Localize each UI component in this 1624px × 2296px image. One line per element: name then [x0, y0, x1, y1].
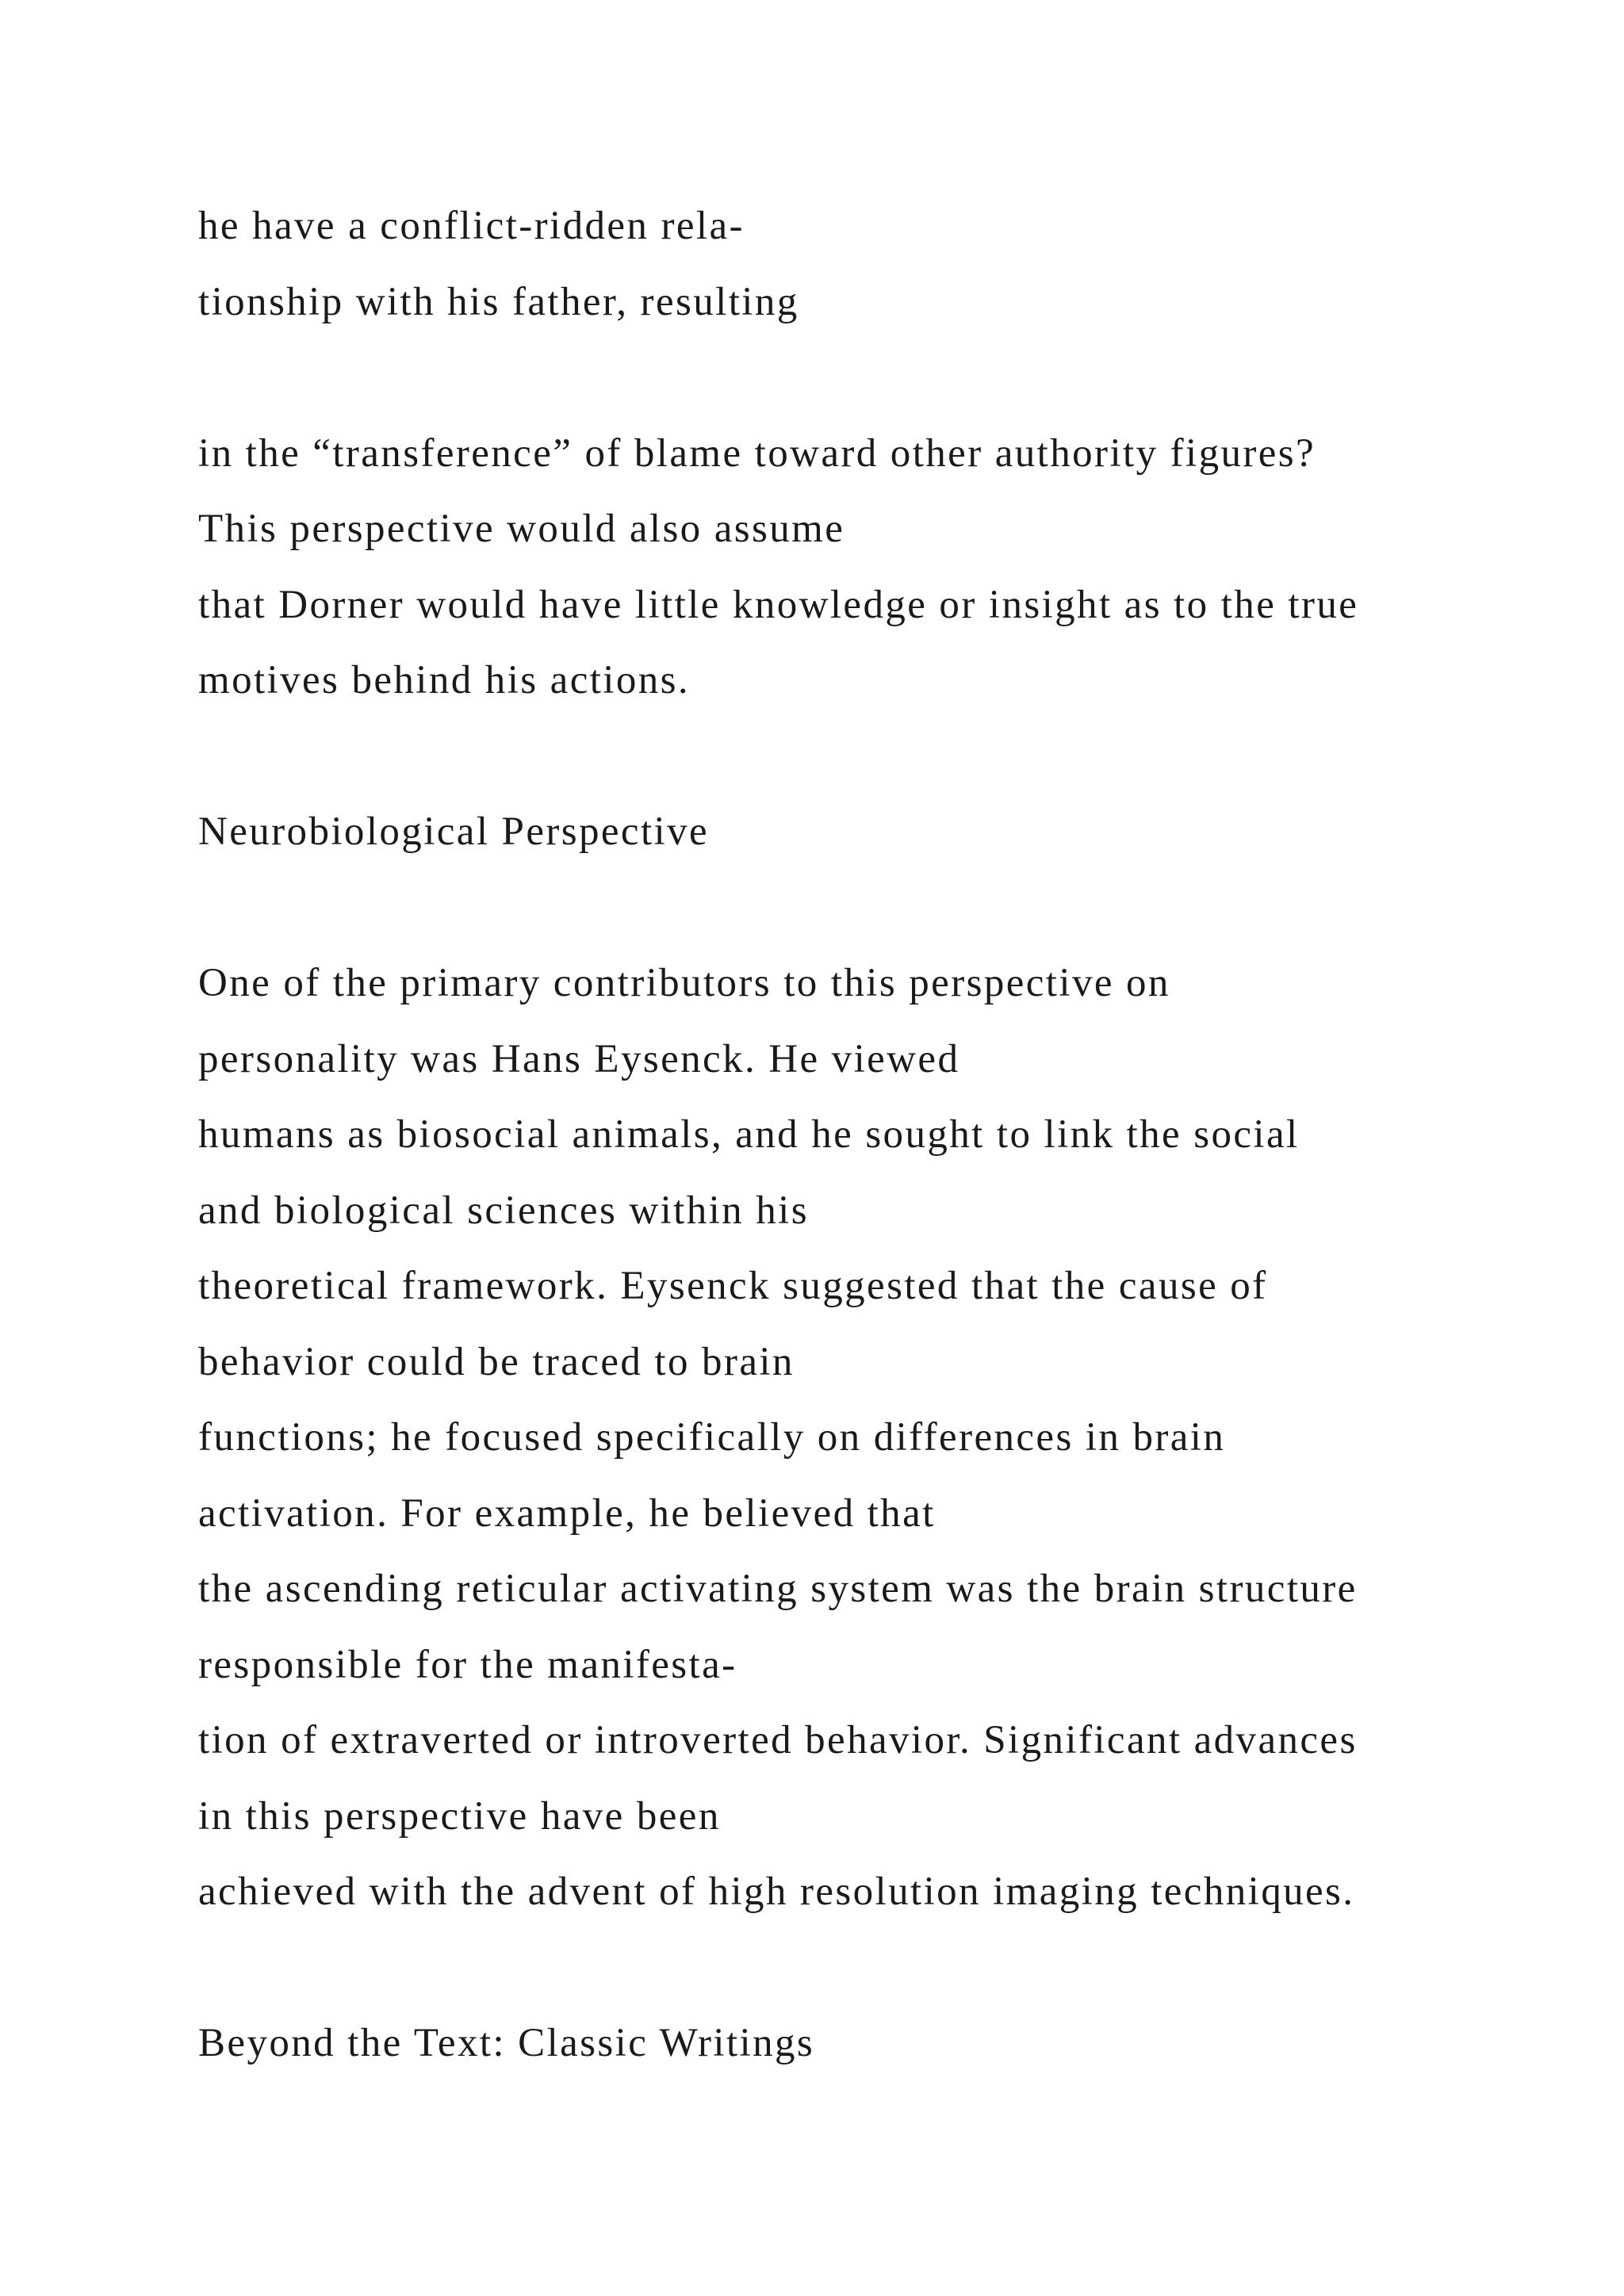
body-line: that Dorner would have little knowledge or insight as to the true [198, 582, 1359, 627]
body-line: and biological sciences within his [198, 1188, 809, 1233]
body-line: tion of extraverted or introverted behavior. Significant advances [198, 1718, 1358, 1762]
section-heading: Neurobiological Perspective [198, 809, 710, 854]
body-line: responsible for the manifesta- [198, 1642, 737, 1687]
section-heading: Beyond the Text: Classic Writings [198, 2021, 815, 2065]
body-line: the ascending reticular activating system was the brain structure [198, 1567, 1358, 1611]
body-line: motives behind his actions. [198, 658, 691, 702]
body-line: One of the primary contributors to this perspective on [198, 961, 1170, 1005]
blank-line [198, 1931, 1546, 2007]
body-line: humans as biosocial animals, and he sought to link the social [198, 1112, 1300, 1157]
document-body [198, 189, 1546, 2082]
body-line: in this perspective have been [198, 1793, 721, 1839]
blank-line [198, 871, 1546, 947]
body-line: tionship with his father, resulting [198, 279, 799, 324]
body-line: behavior could be traced to brain [198, 1339, 795, 1384]
body-line: activation. For example, he believed that [198, 1490, 936, 1536]
blank-line [198, 719, 1546, 795]
body-line: in the “transference” of blame toward other authority figures? [198, 430, 1316, 476]
body-line: he have a conflict-ridden rela- [198, 204, 745, 248]
body-line: functions; he focused specifically on differences in brain [198, 1415, 1226, 1460]
body-line: theoretical framework. Eysenck suggested that the cause of [198, 1264, 1268, 1308]
blank-line [198, 340, 1546, 416]
body-line: This perspective would also assume [198, 507, 845, 551]
body-line: achieved with the advent of high resolution imaging techniques. [198, 1869, 1355, 1914]
body-line: personality was Hans Eysenck. He viewed [198, 1036, 960, 1081]
